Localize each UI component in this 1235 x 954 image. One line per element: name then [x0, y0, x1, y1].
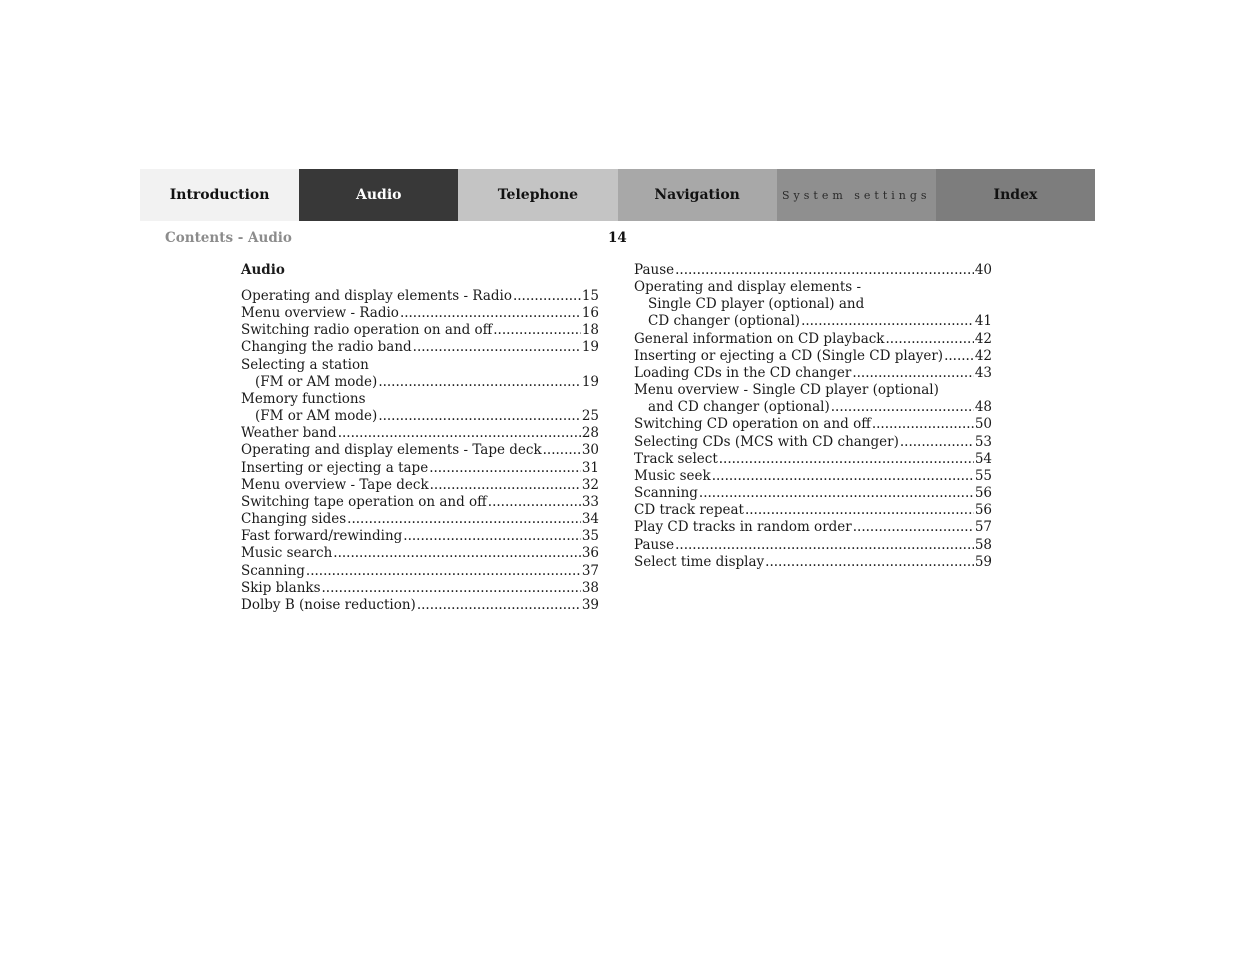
toc-entry-row — [241, 305, 599, 322]
toc-entry[interactable] — [241, 494, 599, 511]
dot-leader — [675, 537, 974, 554]
toc-entry-title: (FM or AM mode) — [255, 408, 378, 425]
toc-entry[interactable] — [241, 442, 599, 459]
dot-leader — [338, 425, 581, 442]
toc-entry[interactable] — [634, 416, 992, 433]
toc-entry-row — [241, 374, 599, 391]
dot-leader — [493, 322, 581, 339]
toc-entry-title: Selecting a station — [241, 356, 369, 373]
dot-leader — [378, 374, 581, 391]
toc-entry-row — [634, 348, 992, 365]
toc-list-left — [241, 288, 599, 614]
toc-entry[interactable] — [241, 580, 599, 597]
toc-entry-title: Switching tape operation on and off — [241, 493, 487, 510]
toc-entry[interactable] — [241, 357, 599, 391]
dot-leader — [378, 408, 581, 425]
page-number: 14 — [608, 230, 627, 246]
toc-entry-row — [241, 563, 599, 580]
dot-leader — [413, 339, 581, 356]
toc-entry-row — [241, 460, 599, 477]
toc-entry[interactable] — [241, 288, 599, 305]
dot-leader — [430, 477, 581, 494]
toc-entry-page: 37 — [581, 562, 599, 579]
toc-entry[interactable] — [241, 425, 599, 442]
toc-entry-page: 48 — [974, 399, 992, 416]
toc-entry-title: Operating and display elements - Tape deck — [241, 442, 542, 459]
toc-entry-row — [241, 511, 599, 528]
toc-entry-row — [241, 528, 599, 545]
dot-leader — [944, 348, 974, 365]
toc-entry-row — [241, 545, 599, 562]
dot-leader — [719, 451, 974, 468]
toc-heading: Audio — [241, 262, 285, 278]
dot-leader — [543, 442, 581, 459]
toc-entry-page: 35 — [581, 528, 599, 545]
toc-entry-page: 31 — [581, 459, 599, 476]
toc-entry-title: Scanning — [241, 562, 305, 579]
toc-entry-page: 42 — [974, 347, 992, 364]
dot-leader — [712, 468, 974, 485]
toc-entry-page: 56 — [974, 502, 992, 519]
toc-entry[interactable] — [634, 434, 992, 451]
toc-entry-row — [241, 408, 599, 425]
tab-system-settings[interactable]: System settings — [777, 169, 936, 221]
toc-entry-page: 54 — [974, 450, 992, 467]
toc-entry-row — [634, 262, 992, 279]
dot-leader — [400, 305, 581, 322]
dot-leader — [831, 399, 974, 416]
toc-entry-title: Operating and display elements - — [634, 279, 862, 296]
toc-entry[interactable] — [634, 279, 992, 330]
toc-entry[interactable] — [241, 477, 599, 494]
toc-entry-page: 56 — [974, 485, 992, 502]
toc-entry[interactable] — [241, 528, 599, 545]
toc-entry[interactable] — [634, 348, 992, 365]
tab-navigation[interactable]: Navigation — [618, 169, 777, 221]
toc-entry-page: 19 — [581, 339, 599, 356]
toc-entry-row — [634, 502, 992, 519]
toc-entry-row — [241, 477, 599, 494]
toc-entry-row — [241, 339, 599, 356]
toc-entry[interactable] — [634, 502, 992, 519]
dot-leader — [513, 288, 581, 305]
toc-entry-title: Scanning — [634, 485, 698, 502]
toc-entry-row — [634, 434, 992, 451]
toc-entry-row — [634, 519, 992, 536]
toc-entry-title: Changing the radio band — [241, 339, 412, 356]
toc-entry-row — [241, 442, 599, 459]
toc-entry[interactable] — [634, 485, 992, 502]
dot-leader — [872, 416, 974, 433]
toc-entry[interactable] — [634, 262, 992, 279]
toc-entry-title: Switching CD operation on and off — [634, 416, 871, 433]
toc-entry[interactable] — [241, 460, 599, 477]
toc-entry-title: Music search — [241, 545, 333, 562]
dot-leader — [675, 262, 974, 279]
toc-right-column — [634, 262, 992, 571]
toc-entry-row — [634, 365, 992, 382]
toc-left-column — [241, 262, 599, 614]
toc-entry-title: Pause — [634, 536, 675, 553]
toc-entry-title: Menu overview - Radio — [241, 305, 399, 322]
toc-entry-page: 38 — [581, 579, 599, 596]
toc-entry-row — [241, 580, 599, 597]
toc-entry-title: Operating and display elements - Radio — [241, 288, 512, 304]
toc-entry[interactable] — [634, 468, 992, 485]
toc-entry-title: Weather band — [241, 425, 337, 442]
toc-entry-row — [634, 416, 992, 433]
toc-entry[interactable] — [241, 511, 599, 528]
dot-leader — [306, 563, 581, 580]
toc-entry-page: 40 — [974, 262, 992, 278]
toc-entry-page: 18 — [581, 322, 599, 339]
dot-leader — [322, 580, 581, 597]
toc-entry-title: Fast forward/rewinding — [241, 528, 403, 545]
toc-entry-row — [634, 331, 992, 348]
toc-entry-row — [634, 468, 992, 485]
toc-entry[interactable] — [241, 339, 599, 356]
toc-entry-page: 58 — [974, 536, 992, 553]
dot-leader — [333, 545, 581, 562]
toc-entry-title: Music seek — [634, 467, 711, 484]
toc-entry-title: Pause — [634, 262, 675, 278]
toc-entry-page: 59 — [974, 553, 992, 570]
toc-entry-title: Dolby B (noise reduction) — [241, 596, 416, 613]
toc-entry-title: Play CD tracks in random order — [634, 519, 852, 536]
toc-entry-page: 57 — [974, 519, 992, 536]
toc-entry-page: 50 — [974, 416, 992, 433]
tab-telephone[interactable]: Telephone — [458, 169, 617, 221]
dot-leader — [417, 597, 581, 614]
toc-entry-title: and CD changer (optional) — [648, 399, 830, 416]
toc-entry-title: CD changer (optional) — [648, 313, 801, 330]
tab-introduction[interactable]: Introduction — [140, 169, 299, 221]
toc-entry-page: 33 — [581, 493, 599, 510]
toc-entry[interactable] — [634, 451, 992, 468]
toc-entry-title: (FM or AM mode) — [255, 373, 378, 390]
dot-leader — [801, 313, 974, 330]
toc-entry-row — [241, 597, 599, 614]
tab-audio[interactable]: Audio — [299, 169, 458, 221]
toc-entry-title: Selecting CDs (MCS with CD changer) — [634, 433, 899, 450]
toc-entry-title: Single CD player (optional) and — [648, 296, 865, 313]
tab-index[interactable]: Index — [936, 169, 1095, 221]
toc-entry-title: Switching radio operation on and off — [241, 322, 493, 339]
toc-entry[interactable] — [634, 365, 992, 382]
toc-entry-row — [241, 322, 599, 339]
toc-entry-page: 34 — [581, 511, 599, 528]
toc-entry-row — [241, 288, 599, 305]
dot-leader — [699, 485, 974, 502]
toc-entry[interactable] — [241, 563, 599, 580]
toc-entry[interactable] — [241, 322, 599, 339]
toc-entry-page: 16 — [581, 305, 599, 322]
chapter-tab-bar — [140, 169, 1095, 221]
toc-list-right — [634, 262, 992, 571]
dot-leader — [900, 434, 974, 451]
toc-entry-page: 39 — [581, 596, 599, 613]
toc-entry-row — [241, 494, 599, 511]
toc-entry-title: Skip blanks — [241, 579, 321, 596]
dot-leader — [403, 528, 581, 545]
toc-entry-title: Menu overview - Tape deck — [241, 476, 429, 493]
toc-entry-title: Menu overview - Single CD player (optional) — [634, 382, 939, 399]
toc-entry-title: General information on CD playback — [634, 330, 885, 347]
toc-entry[interactable] — [634, 554, 992, 571]
toc-entry-title: Memory functions — [241, 390, 366, 407]
toc-entry-page: 53 — [974, 433, 992, 450]
toc-entry-page: 41 — [974, 313, 992, 330]
toc-entry[interactable] — [634, 537, 992, 554]
dot-leader — [488, 494, 581, 511]
dot-leader — [852, 365, 973, 382]
toc-entry-page: 43 — [974, 364, 992, 381]
toc-entry-row — [634, 554, 992, 571]
toc-entry[interactable] — [634, 382, 992, 416]
toc-entry-page: 30 — [581, 442, 599, 459]
toc-entry-page: 55 — [974, 467, 992, 484]
toc-entry-title: CD track repeat — [634, 502, 744, 519]
toc-entry-row — [634, 313, 992, 330]
toc-entry-page: 28 — [581, 425, 599, 442]
toc-entry[interactable] — [634, 519, 992, 536]
toc-entry-row — [634, 485, 992, 502]
toc-entry-page: 42 — [974, 330, 992, 347]
dot-leader — [429, 460, 581, 477]
section-label: Contents - Audio — [165, 230, 292, 246]
toc-entry-row — [634, 399, 992, 416]
toc-entry-title: Inserting or ejecting a tape — [241, 459, 429, 476]
toc-entry-title: Changing sides — [241, 511, 347, 528]
toc-entry-title: Loading CDs in the CD changer — [634, 364, 852, 381]
dot-leader — [347, 511, 581, 528]
dot-leader — [886, 331, 974, 348]
toc-entry-row — [241, 425, 599, 442]
toc-entry-page: 15 — [581, 288, 599, 304]
toc-entry-page: 25 — [581, 408, 599, 425]
dot-leader — [765, 554, 974, 571]
toc-entry[interactable] — [241, 391, 599, 425]
toc-entry[interactable] — [241, 597, 599, 614]
toc-entry[interactable] — [634, 331, 992, 348]
dot-leader — [853, 519, 974, 536]
toc-entry-page: 19 — [581, 373, 599, 390]
toc-entry-row — [634, 451, 992, 468]
toc-entry[interactable] — [241, 545, 599, 562]
toc-entry-title: Inserting or ejecting a CD (Single CD player) — [634, 347, 944, 364]
dot-leader — [745, 502, 974, 519]
toc-entry-title: Track select — [634, 450, 718, 467]
toc-entry[interactable] — [241, 305, 599, 322]
toc-entry-page: 32 — [581, 476, 599, 493]
toc-entry-row — [634, 537, 992, 554]
toc-entry-title: Select time display — [634, 553, 765, 570]
toc-entry-page: 36 — [581, 545, 599, 562]
